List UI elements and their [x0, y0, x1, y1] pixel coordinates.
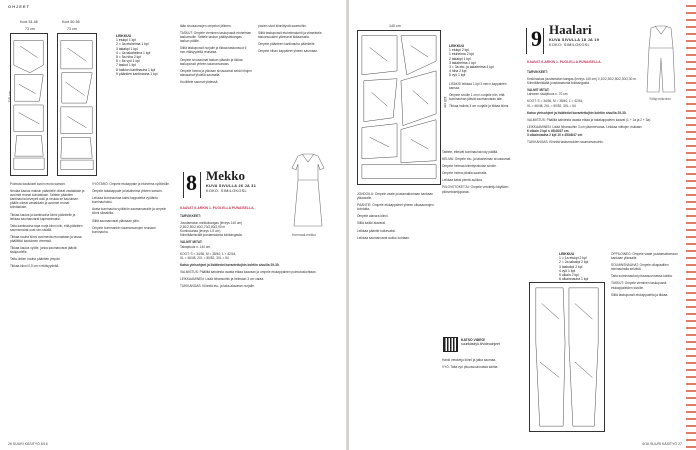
haalari-subtitle-2: KOKO: SIMILOKOSL [549, 43, 590, 47]
page-header: OHJEET [8, 4, 31, 9]
legend-item: 5 = 5a hiha 2 kpl [116, 55, 141, 60]
legend-item: 1 etukpl 2 kpl [449, 48, 469, 53]
legend-item: 5 olkain 2 kpl [559, 273, 579, 278]
legend-item: 5 vyö 1 kpl [449, 73, 466, 78]
legend-item: 4 hiha 2 kpl [449, 69, 467, 74]
legend-item: 6 = 6a vyö 1 kpl [116, 59, 140, 64]
right-pattern-width: 140 cm [389, 24, 401, 28]
legend-item: 3 takahelma 1 kpl [449, 60, 476, 65]
left-page [0, 0, 347, 450]
legend-item: 2 = 2a takakpl 2 kpl [559, 260, 589, 265]
pattern2-size: Koot 50-56 [62, 20, 80, 24]
legend-title: LEIKKUU [116, 34, 132, 38]
pattern1-width: 73 cm [25, 27, 35, 31]
left-footer: 26 SUURI KÄSITYÖ 6/16 [8, 442, 48, 446]
mekko-subtitle-1: KUVA SIVULLA 26 JA 31 [206, 184, 257, 188]
legend-item: 1 = 1a etukpl 2 kpl [559, 256, 587, 261]
right-text-col-3b: Hanki vetoketju kiinni ja jatka saumaa. VYÖ: Taita vyö pituussuunnassa kahtia. [442, 358, 499, 370]
mekko-instructions: TARVIKKEET: Joustamaton mekkokangas (leveys 140 cm) 2,50/2,50/2,60/2,70/2,80/2,90 m Kuminauhaa (leveys 1,5 cm) Kiinnittämisvälit joustamatonta tukikangasta. VALMIT MITAT: Takapituus n. 140 cm. KOOT: S = 34/36, M = 38/40, L = 42/44, XL = 46/48, 2XL = 50/52, 3XL = 54 Katso yleisohjeet ja lisätiedot koraetettujhin kohtiin sivuilla 29-30. VALMISTUS: Päällitä kahdesta osasta etkaa kaavaan ja ompele etukappaleen poimutuskohtaan. LEIKKAAMINEN: Lisää hihansuihin ja helmaan 3 cm varaa. TUKIKANGAS: Kiinnitä etu- ja taka-alavaran nurjalle. [180, 214, 317, 289]
legend-item: 3 = 3a etu- ja takahelma 4 kpl [449, 65, 494, 70]
haalari-pattern-link[interactable]: KAAVAT 6-ARKIN 1. PUOLELLA PUNAISELLA. [527, 60, 602, 64]
mekko-title: Mekko [206, 168, 245, 183]
right-text-col-2: JOHDOILU: Ompele vaate joustamattomaan kankaan yläaosalle. PÄÄNTIE: Ompele etukappaleet yhteen olkasaumojen kohdalta. Ompele alavara kiinni. Silitä kaikki alavarat. Leikkaa pääntie kulkevaksi. Leikkaa saumanvarat aukko kohtaan. [357, 192, 434, 240]
right-text-col-1: LISÄKSI leikkaa 1 kpl 3 mm:n kappaleen kanssa. Ompele sivulle 1 cm:n nurjalle niin, että kuminauhan jäävät saumanvaran alle. Tikkaa halinta 3 cm nurjalle ja tikkaa kiinni. [449, 82, 510, 109]
text-column-4: posien sivut kiinnittyvät saumoihin. Silitä taskupussit etuhelmakohti ja viimeistele taskunsuuden yläreunat tikkaamalla. Ompele päänteen kantinauha pääntielle. Ompele hihan kappaleet yhteen saumaan. [258, 24, 322, 54]
haalari-instructions: TARVIKKEET: Keskiraskas joustamaton kangas (leveys 140 cm) 2,10/2,30/2,50/2,30/2,30 m. Kiinnittämistaitä joustamatonta tukikangasta. VALMIT MITAT: Lahkeen sisäpituus n. 70 cm. KOOT: S = 34/36, M = 38/40, L = 42/44, XL = 46/48, 2XL = 50/52, 3XL = 54 Katso yleisohjeet ja lisätiedot koraetettujhin kohtiin sivuilla 29-30. VALMISTUS: Päällitä kahdesta osasta etkaa ja takakappaleen kaavat (1 + 1a ja 2 + 3a). LEIKKAAMINEN: Lisää hihansuihin 3 cm päärmevaraa. Leikkaa mittojen mukaan: 6 olkain 2 kpl n 45/46/47 cm 3 olkainnauha 2 kpl 10 x 45/46/47 cm TUKIKANGAS: Kiinnitä taskunsuiden saumanvaroihin. [527, 70, 652, 145]
video-box [461, 338, 521, 346]
mekko-caption: Hormaali-mekko [292, 233, 316, 237]
legend-item: 6 olkainnauha 1 kpl [559, 277, 589, 282]
haalari-pattern-diagram [529, 282, 605, 432]
pattern2-diagram [57, 33, 97, 176]
legend-item: 4 = 4a takahelma 1 kpl [116, 50, 151, 55]
legend-item: 8 halkion kantinauha 1 kpl [116, 67, 156, 72]
mekko-number: 8 [186, 170, 197, 195]
haalari-subtitle-1: KUVA SIVULLA 18 JA 19 [549, 38, 600, 42]
haalari-number: 9 [531, 26, 542, 51]
legend-item: 2 takakpl 1 kpl [449, 56, 471, 61]
right-last-column: OPPILOINEG: Ompele vaate joustamattomaan kankaan yläosalle. SOLMINSNAUHAT: Ompele olkapaallien mininauhalla selvästi. Taita solminnauhat pituussuunnassa kahtia. TASKUT: Ompele vieminen taskupussit etukappaleiden sivuille. Silitä taskupussit etukappaleita ja tikkaa. [611, 252, 678, 297]
mekko-pattern-link[interactable]: KAAVAT 6-ARKIN 1. PUOLELLA PUNAISELLA. [180, 206, 255, 210]
right-page [349, 0, 696, 450]
legend-item: 2 = 3a etuhelma 1 kpl [116, 42, 149, 47]
legend-item: 7 taskut 1 kpl [116, 63, 136, 68]
cutting-legend [116, 34, 174, 76]
legend-item: 4 vyö 1 kpl [559, 268, 576, 273]
pattern2-width: 73 cm [67, 27, 77, 31]
video-url[interactable]: suurikäsityö.fi/videoohjeet [461, 342, 500, 347]
legend-item: 1 etuhelma 2 kpl [449, 52, 474, 57]
right-pattern-diagram [357, 30, 441, 185]
legend-item: 3 taskukpl 2 kpl [559, 264, 583, 269]
text-column-2: VYÖTÄRÖ: Ompele etukappale ja etuhelma vyötärölle. Ompele takakappale ja takahelma yhteen samoin. Leikkaa kuminauhaa kaksi kappaletta vyötärön kuminauhoksi. Aseta kuminauha vyötärön saumanvaralle ja ompele kiinni siksakilla. Silitä saumanvarat yläosaan päin. Ompele kummankin saumanvarojen reunaan kuminauha. [92, 182, 170, 234]
legend-item: 1 etukpl 1 kpl [116, 38, 136, 43]
pattern1-size: Koot 34-48 [20, 20, 38, 24]
haalari-title: Haalari [549, 22, 592, 37]
video-label: KATSO VIDEO! [461, 338, 486, 342]
haalari-cutting-legend: LEIKKUU 1 = 1a etukpl 2 kpl 2 = 2a takakpl 2 kpl 3 taskukpl 2 kpl 4 vyö 1 kpl 5 olkain 2 kpl 6 olkainnauha 1 kpl [559, 252, 629, 281]
edge-stripes [686, 0, 696, 450]
right-pattern-height: 115 cm [442, 96, 447, 108]
text-column-1: Poimuta kaulukset avoin reuna samoin. Neulaa kaulus maksin pääntielle oikeat vastakkain ja avoimet reunat kohdakkain. Taittele pääntien kantinauha keveyeti auki ja neulaa se kauluksen päälle oikeat vastakkain ja avoimet reunat kohdakkain. Tikkaa kaulus ja kantinauha kiinni pääntielle ja leikkaa saumanvarat kapeammaksi. Taita kantinauha tapa nurja kiinni niin, että pääntien saumanvarat ovat sen sisällä. Tikkaa nauha kiinni avoimesta reunastaan ja tasaa päällitikki kauluksen vieressä. Tikkaa kaulus vyölle, jonka saumanvarat jäävät sisäpuolelle. Taita ohtien nauha pääntien ympäri. Tikkaa kiinni 0,5 cm:n etäisyydeltä. [10, 182, 85, 269]
haalari-caption: Yöläp mikrofon [649, 97, 671, 101]
right-cutting-legend: LEIKKUU 1 etukpl 2 kpl 1 etuhelma 2 kpl 2 takakpl 1 kpl 3 takahelma 1 kpl 3 = 3a etu- ja takahelma 4 kpl 4 hiha 2 kpl 5 vyö 1 kpl [449, 44, 507, 78]
legend-item: 3 takakpl 1 kpl [116, 46, 138, 51]
right-footer: 6/16 SUURI KÄSITYÖ 27 [642, 442, 682, 446]
legend-item: 9 pääntien kantinauha 1 kpl [116, 71, 158, 76]
video-qr-code[interactable] [444, 338, 457, 351]
right-text-col-3: Taittele, etteivät kuminauhat näy päältä. HELMA: Ompele etu- ja takahelman sivusaumat. Ompele helmaa kiinnitysrikolan sivulle. Ompele helma pikalla saumalla. Leikkaa kaksi pientä aukkoa. PIILOVETOKETJU: Ompele vetoketju käyttäen piilovetoketjuparaa. [442, 150, 511, 194]
pattern1-height: 115 cm [7, 91, 12, 103]
mekko-subtitle-2: KOKO: SIMILOKOSL [206, 189, 247, 193]
text-column-3: tään sivusaumojen ompelun jälkeen. TASKUT: Ompele vieminen taskupussit etuhelman taskumuille. Taittele taskun päällystekangas taskun päälle. Silitä taskupussit nurjalle ja tikkaa taskunsuut 6 mm etäisyydeltä reunasta. Ompele sivusaumat taskun yläosiin ja tikkaa taskupussit yhteen saumanvaraan. Ompele helma ja yläosan sivusaumat sekä hihojen alasaumat yhdellä saumalla. Huolittele saumat yhdessä. [180, 24, 252, 84]
